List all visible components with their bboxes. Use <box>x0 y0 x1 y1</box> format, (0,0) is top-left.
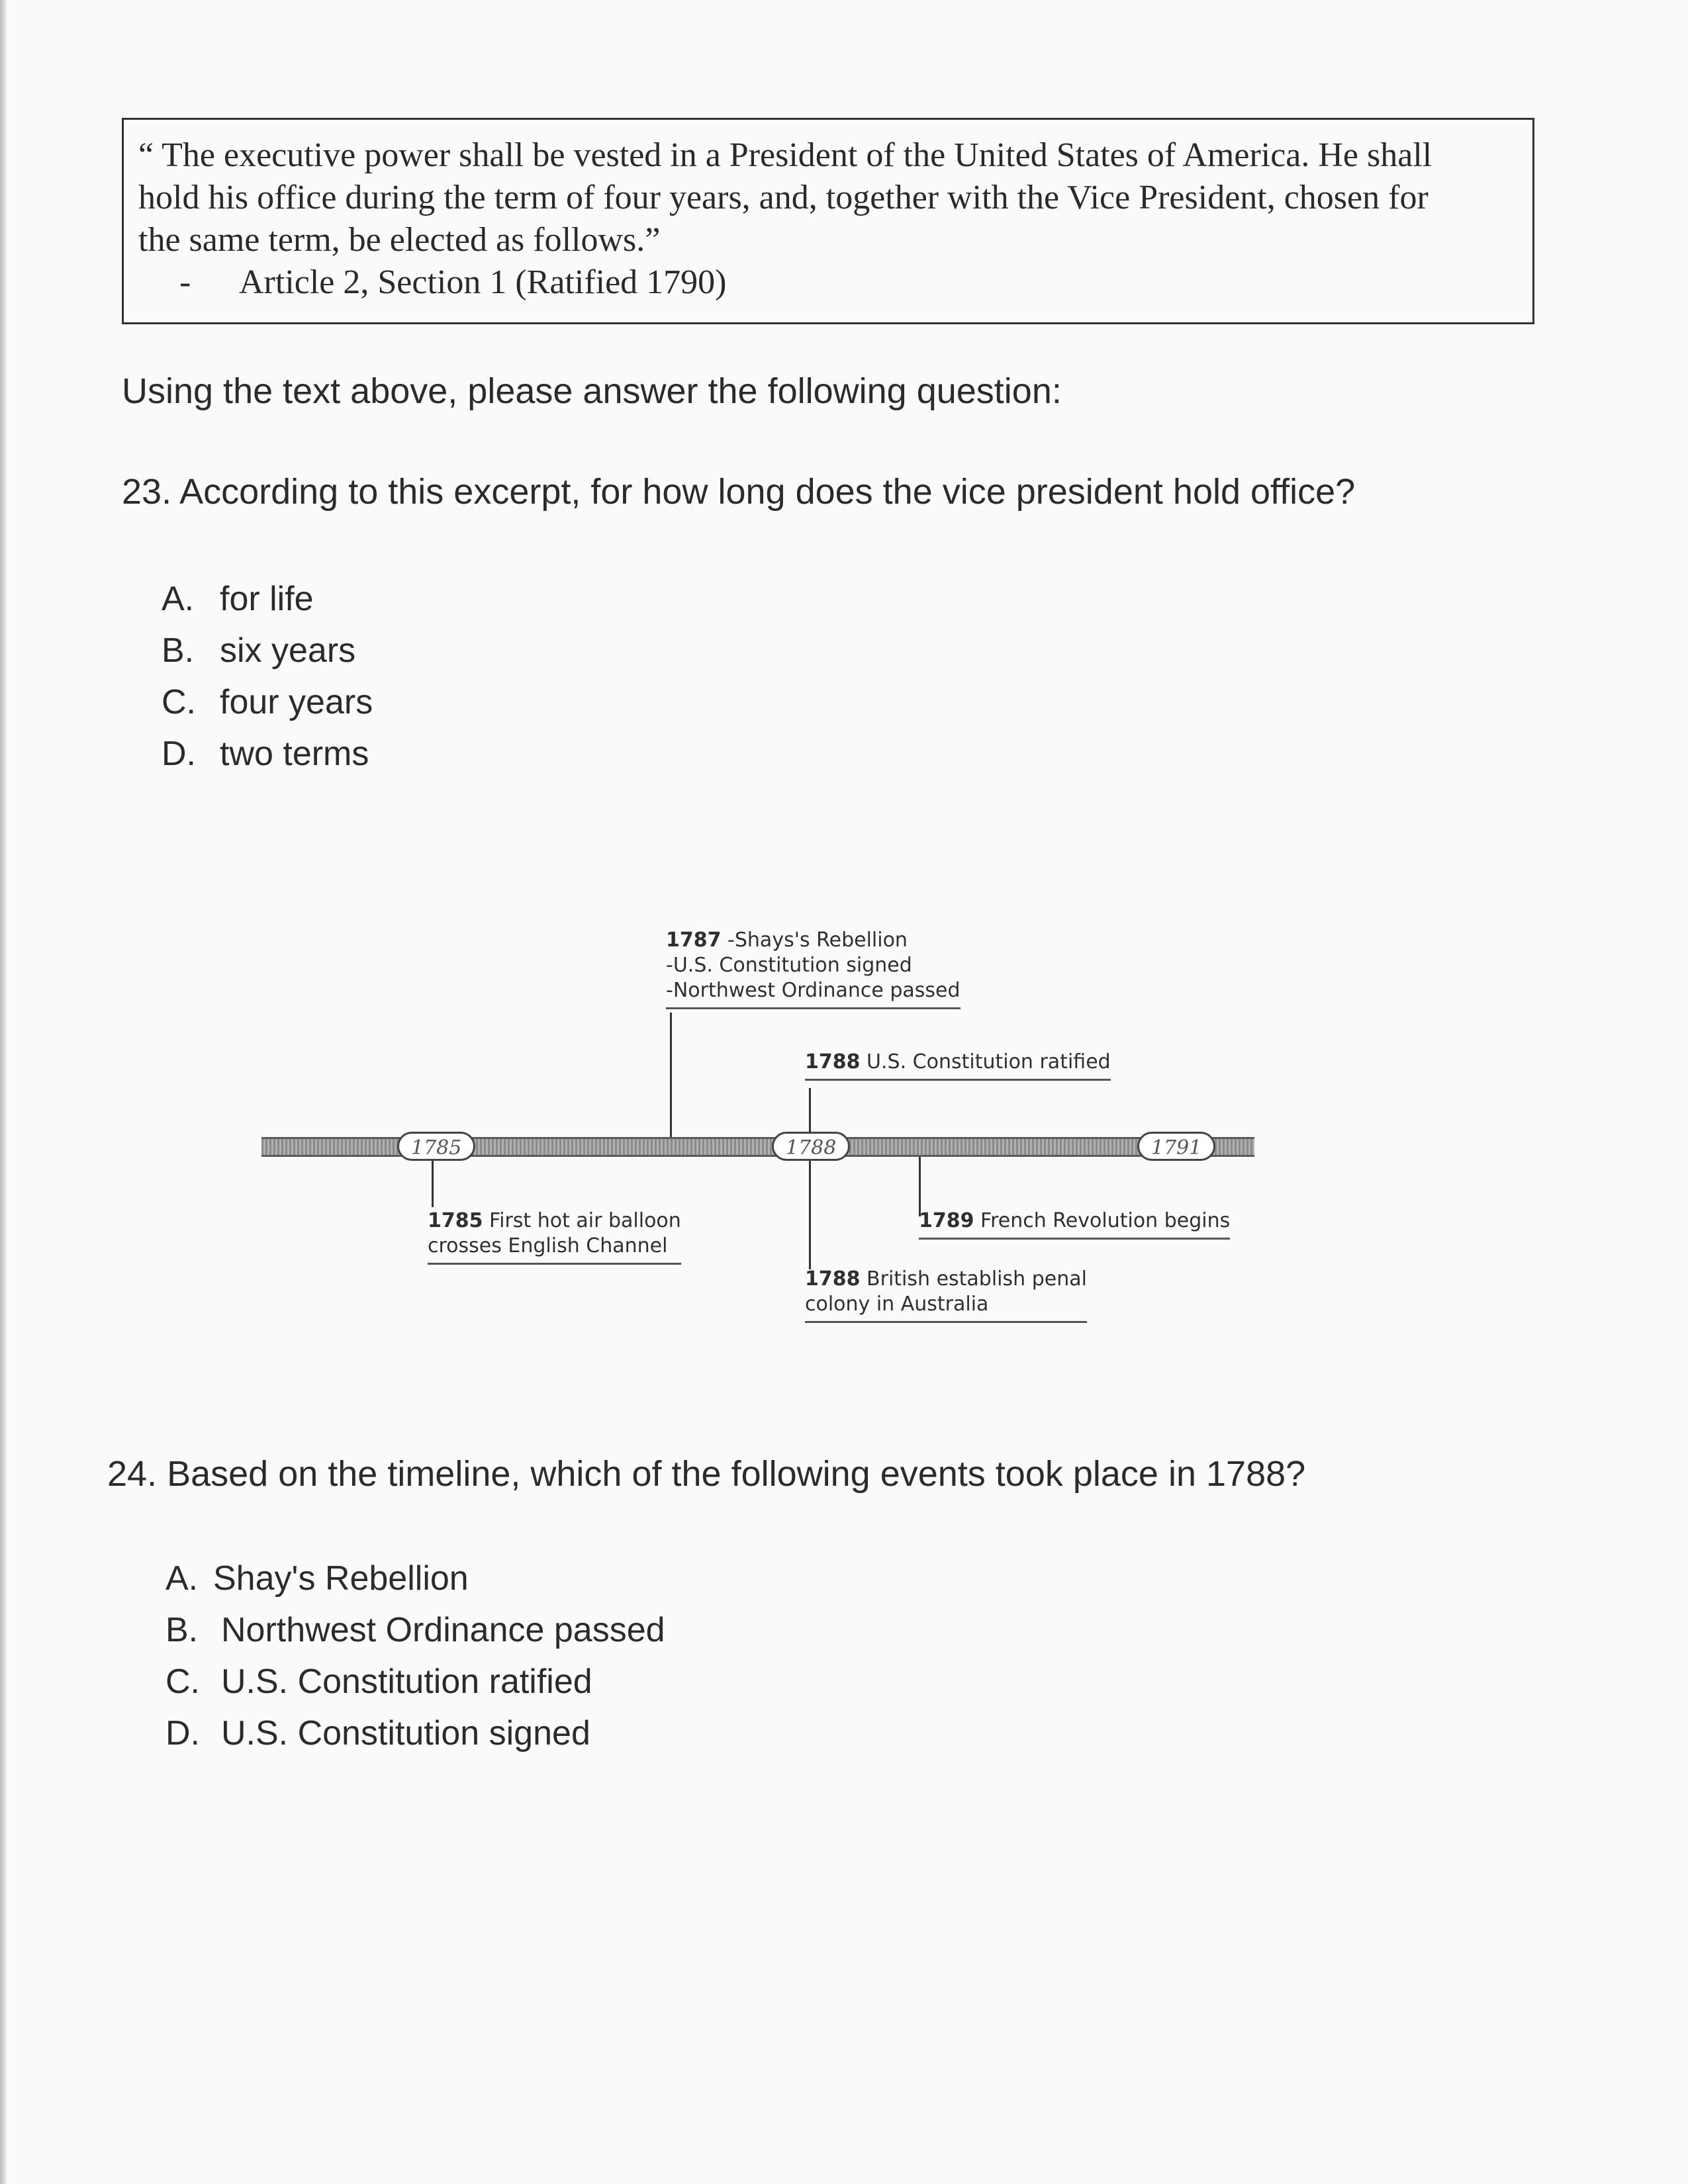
option-text: six years <box>220 631 356 670</box>
option-text: U.S. Constitution signed <box>221 1714 590 1752</box>
event-text: -U.S. Constitution signed <box>666 954 912 977</box>
event-year: 1787 <box>666 929 722 952</box>
event-1788-penal <box>805 1267 1087 1323</box>
question-23: 23. According to this excerpt, for how long does the vice president hold office? <box>122 472 1356 512</box>
option-letter: C. <box>165 1662 200 1701</box>
event-text: colony in Australia <box>805 1293 989 1316</box>
question-24: 24. Based on the timeline, which of the following events took place in 1788? <box>107 1454 1306 1494</box>
q24-option-b[interactable] <box>165 1604 665 1656</box>
event-text: First hot air balloon <box>489 1209 681 1232</box>
q23-option-d[interactable] <box>162 728 373 780</box>
event-1789 <box>919 1208 1230 1240</box>
event-year: 1785 <box>428 1209 483 1232</box>
option-text: U.S. Constitution ratified <box>221 1662 592 1701</box>
excerpt-line: “ The executive power shall be vested in a President of the United States of America. He shall <box>138 136 1432 174</box>
lead-in-text: Using the text above, please answer the following question: <box>122 371 1062 411</box>
q23-option-c[interactable] <box>162 676 373 728</box>
q23-options <box>162 573 373 780</box>
q23-option-b[interactable] <box>162 625 373 676</box>
year-marker-1791: 1791 <box>1137 1132 1215 1161</box>
connector-1788-ratified <box>809 1088 811 1133</box>
option-letter: A. <box>162 580 195 618</box>
q24-option-a[interactable] <box>165 1553 665 1604</box>
event-year: 1788 <box>805 1050 861 1073</box>
option-letter: D. <box>162 735 196 773</box>
q23-option-a[interactable] <box>162 573 373 625</box>
excerpt-line: the same term, be elected as follows.” <box>138 221 661 259</box>
event-text: U.S. Constitution ratified <box>867 1050 1111 1073</box>
source-text: Article 2, Section 1 (Ratified 1790) <box>239 263 727 301</box>
option-text: Northwest Ordinance passed <box>221 1611 665 1649</box>
q24-option-c[interactable] <box>165 1656 665 1707</box>
event-text: French Revolution begins <box>980 1209 1231 1232</box>
option-letter: C. <box>162 683 196 721</box>
option-text: four years <box>220 683 373 721</box>
connector-1787 <box>670 1013 672 1137</box>
event-text: crosses English Channel <box>428 1234 668 1257</box>
event-year: 1788 <box>805 1267 861 1291</box>
connector-1785 <box>432 1161 434 1207</box>
year-marker-1785: 1785 <box>397 1132 475 1161</box>
option-letter: B. <box>165 1611 199 1649</box>
option-letter: A. <box>165 1559 199 1598</box>
event-1787 <box>666 928 961 1009</box>
q24-option-d[interactable] <box>165 1707 665 1759</box>
excerpt-box <box>122 118 1534 324</box>
source-dash: - <box>179 263 191 301</box>
option-text: two terms <box>220 735 369 773</box>
connector-1789 <box>919 1157 921 1216</box>
q24-options <box>165 1553 665 1759</box>
excerpt-line: hold his office during the term of four years, and, together with the Vice President, chosen for <box>138 179 1429 216</box>
event-text: -Shays's Rebellion <box>727 929 908 952</box>
scan-edge <box>0 0 7 2184</box>
event-1788-ratified <box>805 1050 1111 1081</box>
option-text: for life <box>220 580 314 618</box>
event-year: 1789 <box>919 1209 974 1232</box>
event-1785 <box>428 1208 681 1265</box>
option-text: Shay's Rebellion <box>213 1559 469 1598</box>
connector-1788-penal <box>809 1161 811 1269</box>
event-text: -Northwest Ordinance passed <box>666 979 961 1002</box>
excerpt-source <box>138 261 1518 304</box>
option-letter: B. <box>162 631 195 670</box>
year-marker-1788: 1788 <box>772 1132 850 1161</box>
event-text: British establish penal <box>867 1267 1087 1291</box>
option-letter: D. <box>165 1714 200 1752</box>
